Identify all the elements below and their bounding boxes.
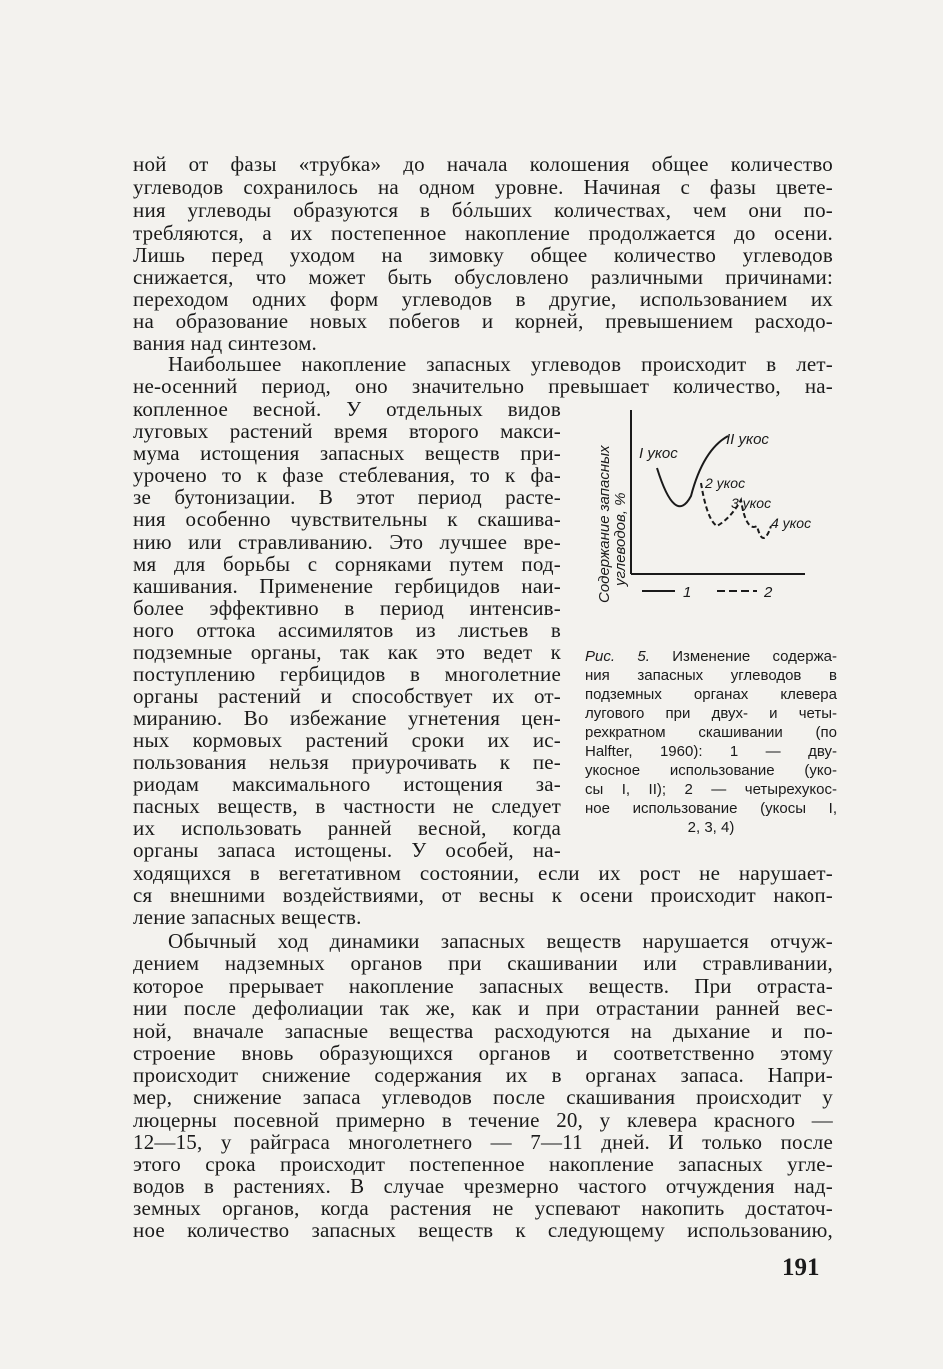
text-line: ния углеводы образуются в бóльших количествах, чем они по- [133,198,833,222]
annotation-cut-4: 4 укос [771,515,812,531]
caption-line: сы I, II); 2 — четырехукос- [585,781,837,798]
text-line: переходом одних форм углеводов в другие, использованием их [133,287,833,311]
text-line: нию или стравливанию. Это лучшее вре- [133,530,561,554]
annotation-cut-1: I укос [639,445,678,462]
text-line: на образование новых побегов и корней, превышением расходо- [133,309,833,333]
text-line: ного оттока ассимилятов из листьев в [133,618,561,642]
text-line: их использовать ранней весной, когда [133,816,561,840]
text-line: этого срока происходит постепенное накопление запасных угле- [133,1152,833,1176]
caption-label: Рис. 5. [585,648,650,665]
caption-line [585,648,837,667]
text-line: Наибольшее накопление запасных углеводов происходит в лет- [168,352,833,376]
text-line: Лишь перед уходом на зимовку общее количество углеводов [133,243,833,267]
caption-line: рехкратном скашивании (по [585,724,837,741]
caption-line: 2, 3, 4) [687,819,735,836]
text-line: луговых растений время второго макси- [133,419,561,443]
text-line: нии после дефолиации так же, как и при отрастании ранней вес- [133,996,833,1020]
caption-line: Halfter, 1960): 1 — дву- [585,743,837,760]
text-line: ное количество запасных веществ к следующему использованию, [133,1218,833,1242]
text-line: требляются, а их постепенное накопление продолжается до осени. [133,221,833,245]
text-line: ся внешними воздействиями, от весны к осени происходит накоп- [133,883,833,907]
text-line: углеводов сохранилось на одном уровне. Начиная с фазы цвете- [133,175,833,199]
text-line: ной, вначале запасные вещества расходуются на дыхание и по- [133,1019,833,1043]
caption-line: укосное использование (уко- [585,762,837,779]
text-line: происходит снижение содержания их в органах запаса. Напри- [133,1063,833,1087]
text-line: земных органов, когда растения не успевают накопить достаточ- [133,1196,833,1220]
text-line: пользования нельзя приурочивать к пе- [133,750,561,774]
text-line: кашивания. Применение гербицидов наи- [133,574,561,598]
text-line: которое прерывает накопление запасных веществ. При отраста- [133,974,833,998]
text-line: мер, снижение запаса углеводов после скашивания происходит у [133,1085,833,1109]
text-line: 12—15, у райграса многолетнего — 7—11 дней. И только после [133,1130,833,1154]
text-line: мя для борьбы с сорняками путем под- [133,552,561,576]
caption-line: лугового при двух- и четы- [585,705,837,722]
text-line: Обычный ход динамики запасных веществ нарушается отчуж- [168,929,833,953]
figure-5-diagram [595,408,835,608]
text-line: поступлению гербицидов в многолетние [133,662,561,686]
text-line: дением надземных органов при скашивании или стравливании, [133,951,833,975]
text-line: урочено то к фазе стеблевания, то к фа- [133,463,561,487]
text-line: мума истощения запасных веществ при- [133,441,561,465]
y-axis-label-line2: углеводов, % [612,492,629,586]
text-line: органы запаса истощены. У особей, на- [133,838,561,862]
annotation-cut-3: 3 укос [731,495,772,511]
legend-label-2: 2 [764,584,773,601]
text-line: зе бутонизации. В этот период расте- [133,485,561,509]
text-line: риодам максимального истощения за- [133,772,561,796]
caption-line: подземных органах клевера [585,686,837,703]
text-line: люцерны посевной примерно в течение 20, у клевера красного — [133,1108,833,1132]
text-line: ния особенно чувствительны к скашива- [133,507,561,531]
annotation-cut-II: II укос [726,431,769,448]
text-line: органы растений и способствует их от- [133,684,561,708]
caption-line: ния запасных углеводов в [585,667,837,684]
text-line: ных кормовых растений сроки их ис- [133,728,561,752]
text-line: снижается, что может быть обусловлено различными причинами: [133,265,833,289]
text-line: пасных веществ, в частности не следует [133,794,561,818]
text-line: миранию. Во избежание угнетения цен- [133,706,561,730]
text-line: подземные органы, так как это ведет к [133,640,561,664]
caption-text: Изменение содержа- [672,648,837,665]
text-line: строение вновь образующихся органов и соответственно этому [133,1041,833,1065]
annotation-cut-2: 2 укос [705,475,746,491]
y-axis-label-line1: Содержание запасных [596,445,613,603]
text-line: водов в растениях. В случае чрезмерно частого отчуждения над- [133,1174,833,1198]
page-number: 191 [782,1254,820,1281]
reserve-carbohydrates-diagram [595,408,835,608]
legend-label-1: 1 [683,584,692,601]
text-line: не-осенний период, оно значительно превышает количество, на- [133,374,833,398]
caption-line: ное использование (укосы I, [585,800,837,817]
text-line: ление запасных веществ. [133,905,362,929]
text-line: ходящихся в вегетативном состоянии, если их рост не нарушает- [133,861,833,885]
text-line: копленное весной. У отдельных видов [133,397,561,421]
text-line: вания над синтезом. [133,331,318,355]
text-line: более эффективно в период интенсив- [133,596,561,620]
text-line: ной от фазы «трубка» до начала колошения общее количество [133,152,833,176]
